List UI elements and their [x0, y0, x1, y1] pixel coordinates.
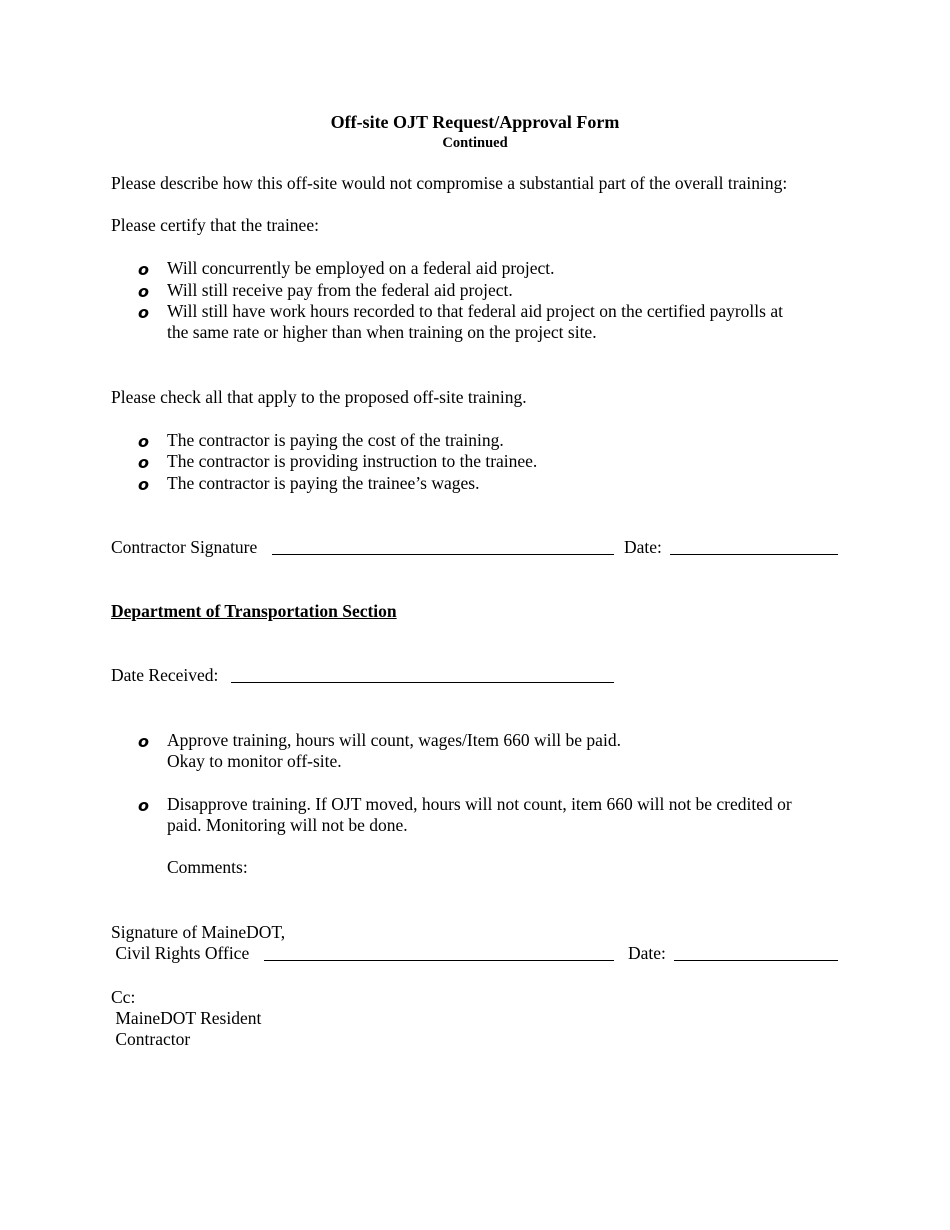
- form-subtitle: Continued: [442, 135, 508, 151]
- maine-date-field[interactable]: [674, 944, 838, 961]
- check-prompt: Please check all that apply to the proposed off-site training.: [111, 387, 527, 407]
- checkbox-bullet-icon[interactable]: o: [138, 453, 149, 472]
- check-item-instruction: The contractor is providing instruction to the trainee.: [167, 451, 538, 471]
- approve-option-icon[interactable]: o: [138, 732, 149, 751]
- contractor-date-label: Date:: [624, 537, 662, 557]
- checkbox-bullet-icon[interactable]: o: [138, 432, 149, 451]
- bullet-icon: o: [138, 282, 149, 301]
- comments-label: Comments:: [167, 857, 248, 877]
- approve-option-line2: Okay to monitor off-site.: [167, 751, 342, 771]
- maine-signature-label-line1: Signature of MaineDOT,: [111, 922, 286, 942]
- contractor-date-field[interactable]: [670, 538, 838, 555]
- bullet-icon: o: [138, 260, 149, 279]
- cc-recipient-contractor: Contractor: [111, 1029, 191, 1049]
- check-item-cost: The contractor is paying the cost of the training.: [167, 430, 504, 450]
- contractor-signature-label: Contractor Signature: [111, 537, 258, 557]
- dot-section-heading: Department of Transportation Section: [111, 601, 397, 621]
- date-received-label: Date Received:: [111, 665, 219, 685]
- checkbox-bullet-icon[interactable]: o: [138, 475, 149, 494]
- certify-prompt: Please certify that the trainee:: [111, 215, 319, 235]
- check-item-wages: The contractor is paying the trainee’s wages.: [167, 473, 480, 493]
- approve-option-line1: Approve training, hours will count, wages/Item 660 will be paid.: [167, 730, 621, 750]
- certify-item-hours: Will still have work hours recorded to that federal aid project on the certified payrolls at: [167, 301, 783, 321]
- disapprove-option-line2: paid. Monitoring will not be done.: [167, 815, 408, 835]
- form-title: Off-site OJT Request/Approval Form: [330, 112, 620, 132]
- cc-recipient-resident: MaineDOT Resident: [111, 1008, 262, 1028]
- maine-date-label: Date:: [628, 943, 666, 963]
- disapprove-option-line1: Disapprove training. If OJT moved, hours will not count, item 660 will not be credited or: [167, 794, 792, 814]
- contractor-signature-field[interactable]: [272, 538, 614, 555]
- date-received-field[interactable]: [231, 666, 614, 683]
- maine-signature-field[interactable]: [264, 944, 614, 961]
- maine-signature-label-line2: Civil Rights Office: [111, 943, 250, 963]
- describe-prompt: Please describe how this off-site would not compromise a substantial part of the overall training:: [111, 173, 788, 193]
- disapprove-option-icon[interactable]: o: [138, 796, 149, 815]
- cc-label: Cc:: [111, 987, 136, 1007]
- certify-item-pay: Will still receive pay from the federal aid project.: [167, 280, 513, 300]
- bullet-icon: o: [138, 303, 149, 322]
- certify-item-hours-continued: the same rate or higher than when training on the project site.: [167, 322, 597, 342]
- certify-item-employed: Will concurrently be employed on a federal aid project.: [167, 258, 555, 278]
